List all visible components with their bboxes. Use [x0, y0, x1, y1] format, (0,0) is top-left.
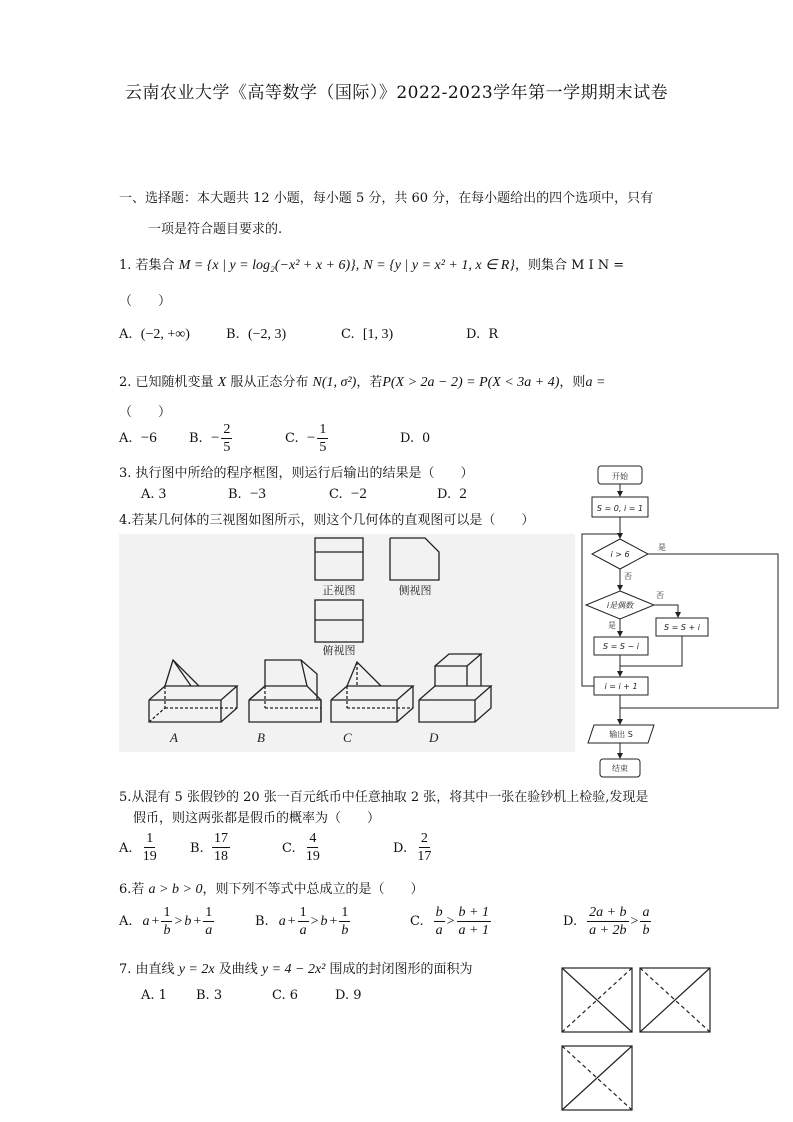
q1-set-n: N = {y | y = x² + 1, x ∈ R} — [363, 258, 515, 273]
denominator: a + 1 — [458, 923, 489, 938]
q5-option-a[interactable] — [119, 830, 159, 865]
q3-option-c[interactable] — [329, 486, 369, 503]
denominator: 5 — [223, 440, 231, 455]
question-5-cont: 假币，则这两张都是假币的概率为（ ） — [133, 811, 381, 826]
option-label: C. — [272, 988, 286, 1003]
numerator: b — [435, 905, 443, 920]
flowchart — [578, 462, 790, 780]
fraction — [640, 904, 651, 939]
q6-prefix: 6.若 — [119, 882, 145, 897]
numerator: 1 — [163, 905, 171, 920]
question-1 — [119, 254, 624, 274]
section-instructions-cont: 一项是符合题目要求的. — [148, 222, 283, 237]
option-label: B. — [255, 914, 269, 929]
fraction — [212, 830, 230, 865]
plus-sign: + — [287, 913, 296, 929]
fraction — [339, 904, 350, 939]
denominator: a + 2b — [589, 923, 627, 938]
var-b: b — [320, 913, 328, 929]
q1-option-c[interactable] — [341, 327, 393, 343]
q7-suffix: 围成的封闭图形的面积为 — [329, 962, 473, 977]
option-label: A. — [141, 487, 155, 502]
option-text: [1, 3) — [362, 327, 394, 342]
plus-sign: + — [329, 913, 338, 929]
denominator: 5 — [319, 440, 327, 455]
square-views-figure — [558, 966, 716, 1114]
option-text: 2 — [459, 486, 467, 502]
flow-output-text: 输出 S — [609, 730, 633, 739]
numerator: 2 — [420, 831, 428, 846]
var-a: a — [278, 913, 286, 929]
q2-a: a = — [585, 375, 606, 390]
fraction — [304, 830, 322, 865]
denominator: 17 — [417, 849, 432, 864]
denominator: a — [435, 923, 443, 938]
option-text: −3 — [249, 486, 266, 502]
denominator: 18 — [213, 849, 228, 864]
q1-option-b[interactable] — [226, 327, 286, 343]
front-view-label: 正视图 — [322, 584, 356, 597]
option-text: 0 — [422, 430, 430, 446]
option-label: A. — [119, 327, 133, 342]
fraction — [587, 904, 628, 939]
option-text: R — [488, 327, 499, 342]
q2-mid: 服从正态分布 — [230, 375, 309, 390]
option-label: B. — [196, 988, 210, 1003]
numerator: 17 — [213, 831, 228, 846]
q6-option-a[interactable] — [119, 904, 214, 939]
var-b: b — [184, 913, 192, 929]
gt-sign: > — [310, 913, 319, 929]
denominator: b — [163, 923, 171, 938]
option-label: D. — [466, 327, 481, 342]
denominator: 19 — [305, 849, 320, 864]
denominator: a — [205, 923, 213, 938]
numerator: 1 — [205, 905, 213, 920]
denominator: a — [299, 923, 307, 938]
inequality — [563, 904, 651, 939]
option-label: A. — [119, 914, 133, 929]
q2-option-d[interactable] — [400, 430, 432, 447]
q1-prefix: 1. 若集合 — [119, 258, 175, 273]
question-4: 4.若某几何体的三视图如图所示，则这个几何体的直观图可以是（ ） — [119, 513, 535, 528]
q2-option-c[interactable] — [285, 421, 328, 456]
fraction — [457, 904, 491, 939]
q7-option-a[interactable] — [141, 988, 167, 1003]
q2-option-a[interactable] — [119, 430, 159, 447]
flow-cond1-text: i > 6 — [610, 550, 630, 559]
q5-option-c[interactable] — [282, 830, 322, 865]
q6-option-c[interactable] — [410, 904, 491, 939]
fraction — [221, 421, 232, 456]
fraction — [161, 904, 172, 939]
option-label: D. — [437, 487, 452, 502]
flow-no-text: 否 — [624, 572, 632, 581]
section-instructions: 一、选择题：本大题共 12 小题，每小题 5 分，共 60 分，在每小题给出的四个选项中，只有 — [119, 191, 654, 206]
numerator: 4 — [309, 831, 317, 846]
question-3: 3. 执行图中所给的程序框图，则运行后输出的结果是（ ） — [119, 466, 474, 481]
numerator: 1 — [341, 905, 349, 920]
option-text: −6 — [140, 430, 157, 446]
option-label: C. — [329, 487, 343, 502]
q7-prefix: 7. 由直线 — [119, 962, 175, 977]
fraction — [415, 830, 433, 865]
fraction — [298, 904, 309, 939]
inequality — [410, 904, 491, 939]
numerator: b + 1 — [458, 905, 489, 920]
q3-option-b[interactable] — [228, 486, 268, 503]
option-label: C. — [341, 327, 355, 342]
numerator: 1 — [299, 905, 307, 920]
flow-end-text: 结束 — [612, 764, 628, 773]
option-label: D. — [335, 988, 350, 1003]
flow-no2-text: 否 — [656, 591, 664, 600]
option-text: 3 — [158, 486, 167, 502]
page-title: 云南农业大学《高等数学（国际）》2022-2023学年第一学期期末试卷 — [124, 83, 669, 103]
q3-option-a[interactable] — [141, 486, 168, 503]
flow-init-text: S = 0, i = 1 — [596, 504, 644, 513]
gt-sign: > — [630, 913, 639, 929]
option-text: (−2, 3) — [247, 327, 287, 342]
q2-var: X — [217, 375, 227, 390]
figure-background — [119, 534, 575, 752]
q7-option-d[interactable] — [335, 988, 362, 1003]
numerator: 1 — [319, 422, 327, 437]
flow-cond2-text: i是偶数 — [606, 601, 634, 610]
fraction — [141, 830, 159, 865]
var-a: a — [142, 913, 150, 929]
flow-sub-text: S = S − i — [603, 642, 639, 651]
fraction — [317, 421, 328, 456]
minus-sign: − — [306, 430, 316, 446]
option-label: A. — [119, 431, 133, 446]
numerator: a — [642, 905, 650, 920]
q1-answer-paren: （ ） — [119, 294, 172, 309]
q6-option-d[interactable] — [563, 904, 651, 939]
q6-option-b[interactable] — [255, 904, 350, 939]
solid-c-label: C — [343, 730, 352, 745]
q1-suffix: ，则集合 M I N = — [514, 258, 625, 273]
flow-yes2-text: 是 — [608, 621, 616, 630]
side-view-label: 侧视图 — [398, 584, 432, 597]
option-text: 9 — [353, 988, 362, 1003]
option-text: 6 — [289, 988, 299, 1003]
q2-option-b[interactable] — [189, 421, 232, 456]
three-view-figure — [119, 534, 575, 752]
q7-option-c[interactable] — [272, 988, 298, 1003]
question-2 — [119, 371, 605, 391]
fraction — [203, 904, 214, 939]
option-label: D. — [400, 431, 415, 446]
q2-answer-paren: （ ） — [119, 405, 172, 420]
question-6 — [119, 878, 423, 898]
square-view-1 — [562, 968, 632, 1032]
q1-option-d[interactable] — [466, 327, 498, 342]
q2-prefix: 2. 已知随机变量 — [119, 375, 214, 390]
fraction — [434, 904, 445, 939]
option-label: A. — [119, 841, 133, 856]
option-label: B. — [228, 487, 242, 502]
inequality — [255, 904, 350, 939]
denominator: b — [642, 923, 650, 938]
solid-d-label: D — [429, 730, 439, 745]
option-text: (−2, +∞) — [140, 327, 190, 342]
option-label: D. — [393, 841, 408, 856]
plus-sign: + — [193, 913, 202, 929]
inequality — [119, 904, 214, 939]
q1-option-a[interactable] — [119, 327, 190, 343]
q1-set-m: M = {x | y = log₂(−x² + x + 6)}, — [178, 258, 360, 273]
q2-cond: P(X > 2a − 2) = P(X < 3a + 4) — [382, 375, 560, 390]
question-7 — [119, 958, 473, 978]
option-text: 1 — [158, 988, 167, 1003]
denominator: 19 — [142, 849, 157, 864]
option-label: B. — [189, 431, 203, 446]
q6-suffix: ，则下列不等式中总成立的是（ ） — [202, 882, 424, 897]
top-view-label: 俯视图 — [322, 644, 356, 657]
q5-option-b[interactable] — [190, 830, 230, 865]
square-view-2 — [640, 968, 710, 1032]
q6-cond: a > b > 0 — [148, 882, 203, 897]
question-5: 5.从混有 5 张假钞的 20 张一百元纸币中任意抽取 2 张，将其中一张在验钞机上检验,发现是 — [119, 790, 649, 805]
option-label: C. — [282, 841, 296, 856]
gt-sign: > — [174, 913, 183, 929]
q3-option-d[interactable] — [437, 486, 469, 503]
solid-a-label: A — [170, 730, 178, 745]
solid-b-label: B — [257, 730, 265, 745]
q7-mid: 及曲线 — [218, 962, 258, 977]
minus-sign: − — [210, 430, 220, 446]
q7-curve: y = 4 − 2x² — [261, 962, 326, 977]
q5-option-d[interactable] — [393, 830, 433, 865]
numerator: 1 — [146, 831, 154, 846]
flow-yes-text: 是 — [658, 543, 666, 552]
option-label: D. — [563, 914, 578, 929]
option-label: B. — [226, 327, 240, 342]
flow-add-text: S = S + i — [664, 623, 700, 632]
square-view-3 — [562, 1046, 632, 1110]
option-label: B. — [190, 841, 204, 856]
q7-line: y = 2x — [178, 962, 215, 977]
option-label: A. — [141, 988, 155, 1003]
numerator: 2a + b — [589, 905, 627, 920]
flow-start-text: 开始 — [612, 472, 628, 481]
q7-option-b[interactable] — [196, 988, 222, 1003]
q2-suffix: ，则 — [559, 375, 586, 390]
denominator: b — [341, 923, 349, 938]
numerator: 2 — [223, 422, 231, 437]
gt-sign: > — [446, 913, 455, 929]
flow-inc-text: i = i + 1 — [604, 682, 638, 691]
q2-mid2: ，若 — [356, 375, 383, 390]
option-text: −2 — [350, 486, 367, 502]
q2-dist: N(1, σ²) — [312, 375, 357, 390]
option-text: 3 — [213, 988, 223, 1003]
option-label: C. — [410, 914, 424, 929]
plus-sign: + — [151, 913, 160, 929]
option-label: C. — [285, 431, 299, 446]
